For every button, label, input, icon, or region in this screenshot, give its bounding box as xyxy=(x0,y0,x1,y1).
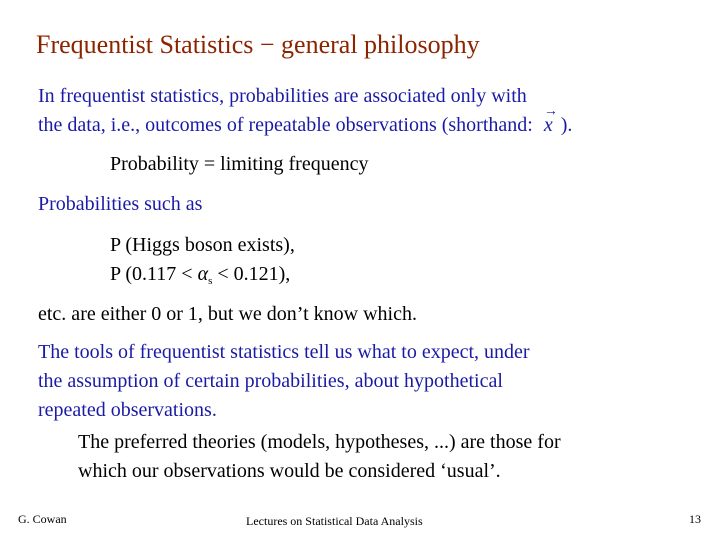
preferred-line-2: which our observations would be considered ‘usual’. xyxy=(78,460,501,482)
footer-author: G. Cowan xyxy=(18,512,67,526)
slide-title: Frequentist Statistics − general philosophy xyxy=(36,30,480,59)
footer-page-number: 13 xyxy=(689,512,701,526)
vector-variable: x xyxy=(543,114,553,136)
intro-line-1: In frequentist statistics, probabilities are associated only with xyxy=(38,85,527,107)
vector-x xyxy=(543,104,558,137)
preferred-line-1: The preferred theories (models, hypotheses, ...) are those for xyxy=(78,431,561,453)
alpha-symbol: α xyxy=(197,263,209,285)
definition: Probability = limiting frequency xyxy=(110,153,369,175)
example-alpha-after: < 0.121), xyxy=(217,263,291,285)
vector-arrow-icon: → xyxy=(543,104,558,119)
such-as-heading: Probabilities such as xyxy=(38,193,203,215)
example-higgs-text: P (Higgs boson exists), xyxy=(110,234,295,256)
intro-line-2-text: the data, i.e., outcomes of repeatable observations (shorthand: xyxy=(38,114,533,136)
intro-line-2-end: ). xyxy=(560,114,573,136)
intro-line-2 xyxy=(38,104,573,137)
alpha-subscript: s xyxy=(208,275,213,287)
footer-course: Lectures on Statistical Data Analysis xyxy=(246,514,423,528)
example-alpha-before: P (0.117 < xyxy=(110,263,193,285)
either-statement: etc. are either 0 or 1, but we don’t know which. xyxy=(38,303,417,325)
tools-line-2: the assumption of certain probabilities, about hypothetical xyxy=(38,370,503,392)
example-alpha xyxy=(110,262,290,293)
tools-line-3: repeated observations. xyxy=(38,399,217,421)
example-higgs xyxy=(110,233,295,257)
tools-line-1: The tools of frequentist statistics tell us what to expect, under xyxy=(38,341,530,363)
